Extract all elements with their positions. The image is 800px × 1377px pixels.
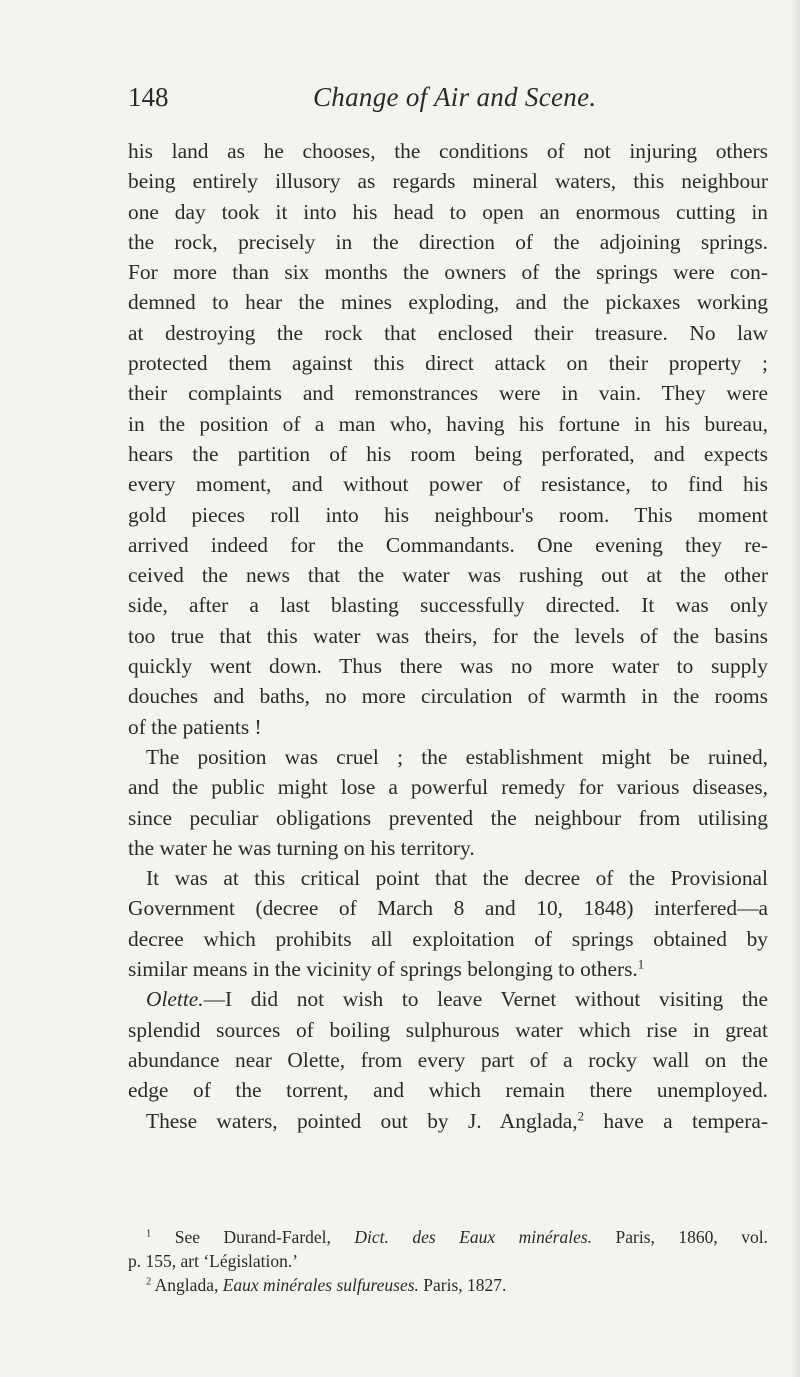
footnote-ref-1[interactable]: 1	[637, 957, 645, 972]
text-line: demned to hear the mines exploding, and the pickaxes working	[128, 290, 768, 315]
text-line: hears the partition of his room being perforated, and expects	[128, 441, 768, 466]
footnote-title: Eaux minérales sulfureuses.	[222, 1275, 419, 1295]
text-line: splendid sources of boiling sulphurous water which rise in great	[128, 1017, 768, 1042]
text-line: one day took it into his head to open an enormous cutting in	[128, 199, 768, 224]
text-line: quickly went down. Thus there was no more water to supply	[128, 654, 768, 679]
text-line: protected them against this direct attack on their property ;	[128, 351, 768, 376]
page-header	[128, 82, 768, 122]
text-line: edge of the torrent, and which remain there unemployed.	[128, 1078, 768, 1103]
text-line: gold pieces roll into his neighbour's room. This moment	[128, 502, 768, 527]
running-title: Change of Air and Scene.	[313, 82, 597, 112]
body-text	[128, 136, 768, 1136]
text-line: For more than six months the owners of the springs were con-	[128, 260, 768, 285]
text-line: the water he was turning on his territory.	[128, 835, 475, 860]
text-line-content: —I did not wish to leave Vernet without visiting the	[203, 987, 768, 1012]
text-line	[128, 1106, 768, 1136]
text-line-content: These waters, pointed out by J. Anglada,	[146, 1108, 578, 1133]
footnote-ref-2[interactable]: 2	[577, 1108, 585, 1123]
footnote-2	[128, 1273, 768, 1297]
text-line: The position was cruel ; the establishment might be ruined,	[146, 744, 768, 769]
section-heading-olette: Olette.	[146, 987, 204, 1012]
text-line: Government (decree of March 8 and 10, 1848) interfered—a	[128, 896, 768, 921]
footnote-text: Paris, 1860, vol.	[592, 1227, 768, 1247]
footnote-title: Dict. des Eaux minérales.	[354, 1227, 593, 1247]
footnote-text: Anglada,	[154, 1275, 223, 1295]
text-line: of the patients !	[128, 714, 262, 739]
footnote-text: See Durand-Fardel,	[174, 1227, 355, 1247]
text-line: since peculiar obligations prevented the neighbour from utilising	[128, 805, 768, 830]
footnote-1	[128, 1225, 768, 1249]
text-line: It was at this critical point that the decree of the Provisional	[146, 866, 768, 891]
text-line	[128, 954, 768, 984]
text-line: every moment, and without power of resistance, to find his	[128, 472, 768, 497]
text-line-content: have a tempera-	[584, 1108, 768, 1133]
text-line: ceived the news that the water was rushing out at the other	[128, 563, 768, 588]
footnote-mark-2: 2	[146, 1276, 152, 1288]
text-line	[128, 984, 768, 1014]
text-line: abundance near Olette, from every part of a rocky wall on the	[128, 1047, 768, 1072]
text-line: and the public might lose a powerful remedy for various diseases,	[128, 775, 768, 800]
text-line: his land as he chooses, the conditions of not injuring others	[128, 139, 768, 163]
footnotes	[128, 1225, 768, 1297]
text-line: arrived indeed for the Commandants. One evening they re-	[128, 532, 768, 557]
text-line: at destroying the rock that enclosed their treasure. No law	[128, 320, 768, 345]
text-line-content: similar means in the vicinity of springs belonging to others.	[128, 957, 638, 982]
footnote-text: Paris, 1827.	[418, 1275, 507, 1295]
text-line: decree which prohibits all exploitation of springs obtained by	[128, 926, 768, 951]
page-number: 148	[128, 82, 169, 112]
text-line: too true that this water was theirs, for the levels of the basins	[128, 623, 768, 648]
text-line: their complaints and remonstrances were in vain. They were	[128, 381, 768, 406]
text-line: douches and baths, no more circulation of warmth in the rooms	[128, 684, 768, 709]
text-line: in the position of a man who, having his fortune in his bureau,	[128, 411, 768, 436]
text-line: the rock, precisely in the direction of the adjoining springs.	[128, 229, 768, 254]
text-line: being entirely illusory as regards mineral waters, this neighbour	[128, 169, 768, 194]
footnote-1-continued: p. 155, art ‘Législation.’	[128, 1251, 299, 1271]
footnote-mark-1: 1	[146, 1228, 152, 1240]
page-edge-shadow	[790, 0, 800, 1377]
text-line: side, after a last blasting successfully directed. It was only	[128, 593, 768, 618]
